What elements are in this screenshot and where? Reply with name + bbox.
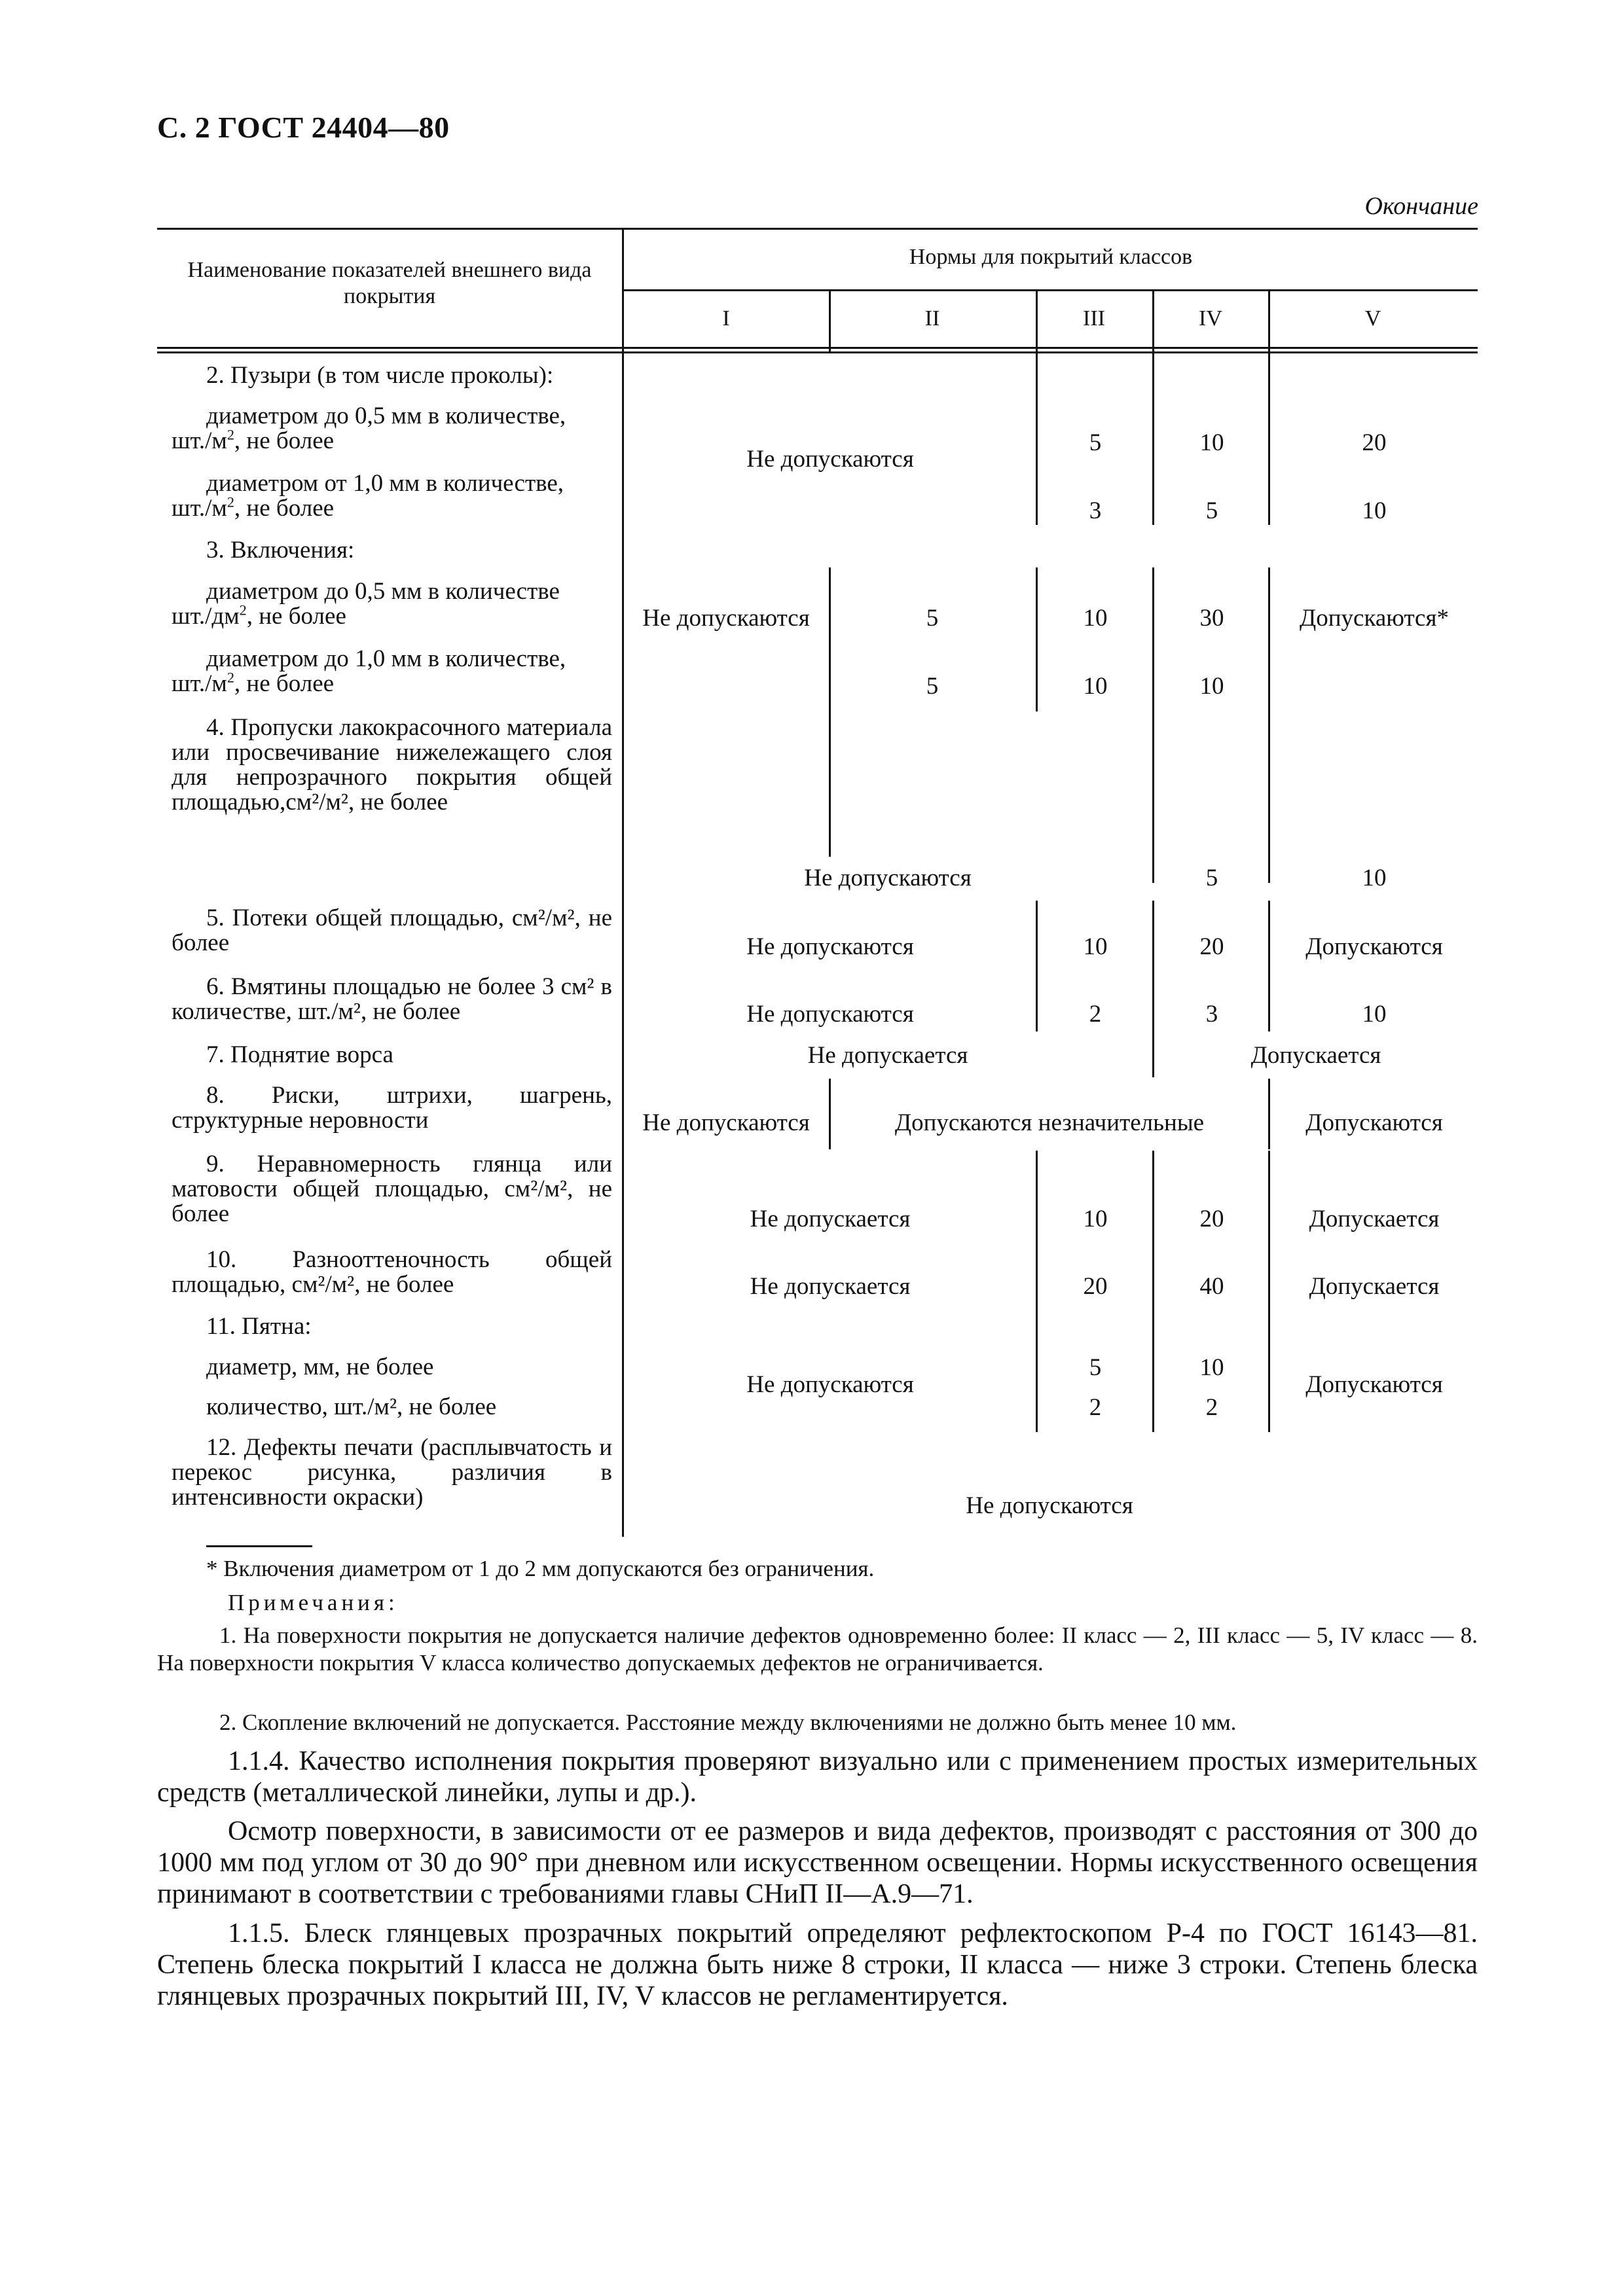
vline-r3-II-III <box>1036 567 1038 711</box>
header-divider <box>624 289 1478 291</box>
row-3-title: 3. Включения: <box>206 537 355 564</box>
row-9-V: Допускается <box>1309 1206 1440 1232</box>
paragraph-1-1-4: 1.1.4. Качество исполнения покрытия проверяют визуально или с применением простых измерительных средств (металлической линейки, лупы и др.). <box>157 1746 1478 1808</box>
row-8-II-IV: Допускаются незначительные <box>894 1109 1205 1136</box>
row-3b-III: 10 <box>1083 673 1108 700</box>
class-header-I: I <box>722 306 730 331</box>
col-divider-IV-V-head <box>1268 289 1270 351</box>
note-1: 1. На поверхности покрытия не допускается наличие дефектов одновременно более: II класс — 2, III класс — 5, IV класс — 8. На поверхности покрытия V класса количество допускаемых дефектов не ограничивается. <box>157 1623 1478 1676</box>
row-3a-IV: 30 <box>1199 605 1224 632</box>
col-divider-main <box>622 228 624 1537</box>
col-name-header: Наименование показателей внешнего вида покрытия <box>187 258 592 308</box>
row-2b-label-line1: диаметром от 1,0 мм в количестве, <box>206 470 564 497</box>
row-9-I-II: Не допускается <box>750 1206 911 1232</box>
vline-r4-IV-V <box>1268 857 1270 883</box>
row-9-label: 9. Неравномерность глянца или матовости общей площадью, см²/м², не более <box>172 1151 612 1227</box>
row-3-I: Не допускаются <box>642 605 810 632</box>
vline-r3-IV-V <box>1268 567 1270 857</box>
row-3b-unit-suffix: , не более <box>234 670 335 697</box>
vline-r2-II-III <box>1036 353 1038 525</box>
row-2a-unit-suffix: , не более <box>234 427 335 454</box>
row-6-label: 6. Вмятины площадью не более 3 см² в количестве, шт./м², не более <box>172 973 612 1025</box>
row-2b-III: 3 <box>1089 497 1102 524</box>
class-header-V: V <box>1364 306 1381 331</box>
vline-r5-III-IV <box>1152 901 1154 1077</box>
row-5-I-II: Не допускаются <box>746 933 914 960</box>
row-6-IV: 3 <box>1205 1001 1218 1028</box>
row-2a-unit: шт./м <box>172 427 227 454</box>
row-11-title: 11. Пятна: <box>206 1313 312 1340</box>
row-3-V: Допускаются* <box>1299 605 1450 632</box>
class-header-II: II <box>924 306 940 331</box>
row-3b-II: 5 <box>926 673 939 700</box>
row-3a-label-line1: диаметром до 0,5 мм в количестве <box>206 578 560 605</box>
vline-r9-III-IV <box>1152 1151 1154 1432</box>
row-2a-III: 5 <box>1089 429 1102 456</box>
vline-r3-III-IV <box>1152 567 1154 857</box>
row-4-V: 10 <box>1362 865 1387 891</box>
table-top-border <box>157 228 1478 230</box>
row-6-I-II: Не допускаются <box>746 1001 914 1028</box>
col-divider-II-III-head <box>1036 289 1038 351</box>
row-5-label: 5. Потеки общей площадью, см²/м², не более <box>172 905 612 956</box>
row-7-IV-V: Допускается <box>1250 1042 1381 1069</box>
row-3b-label-line1: диаметром до 1,0 мм в количестве, <box>206 645 566 672</box>
row-2-I-II: Не допускаются <box>746 446 914 473</box>
row-12-all: Не допускаются <box>966 1492 1133 1519</box>
row-11a-label: диаметр, мм, не более <box>206 1354 434 1380</box>
vline-r9-IV-V <box>1268 1151 1270 1432</box>
paragraph-inspection: Осмотр поверхности, в зависимости от ее размеров и вида дефектов, производят с расстояния от 300 до 1000 мм под углом от 30 до 90° при дневном или искусственном освещении. Нормы искусственного освещения принимают в соответствии с требованиями главы СНиП II—А.9—71. <box>157 1816 1478 1909</box>
row-8-label: 8. Риски, штрихи, шагрень, структурные неровности <box>172 1082 612 1134</box>
row-9-IV: 20 <box>1199 1206 1224 1232</box>
vline-r4-III-IV <box>1152 857 1154 883</box>
row-9-III: 10 <box>1083 1206 1108 1232</box>
vline-r5-II-III <box>1036 901 1038 1031</box>
row-11b-III: 2 <box>1089 1394 1102 1421</box>
row-7-I-III: Не допускается <box>807 1042 968 1069</box>
vline-r2-IV-V <box>1268 353 1270 525</box>
row-2a-V: 20 <box>1362 429 1387 456</box>
col-divider-I-II-head <box>829 289 831 351</box>
paragraph-1-1-5: 1.1.5. Блеск глянцевых прозрачных покрытий определяют рефлектоскопом Р-4 по ГОСТ 16143—81. Степень блеска покрытий I класса не должна быть ниже 8 строки, II класса — ниже 3 строки. Степень блеска глянцевых прозрачных покрытий III, IV, V классов не регламентируется. <box>157 1918 1478 2011</box>
row-3b-label-line2: $шт./м^2$, не более <box>172 669 335 697</box>
row-7-label: 7. Поднятие ворса <box>206 1041 393 1068</box>
row-2b-label-line2: $шт./м^2$, не более <box>172 493 335 522</box>
row-2a-label-line2: $шт./м^2$, не более <box>172 426 335 454</box>
row-6-III: 2 <box>1089 1001 1102 1028</box>
row-4-IV: 5 <box>1205 865 1218 891</box>
row-2b-unit-suffix: , не более <box>234 495 335 522</box>
row-3a-label-line2: $шт./дм^2$, не более <box>172 601 346 630</box>
row-3a-II: 5 <box>926 605 939 632</box>
row-3a-III: 10 <box>1083 605 1108 632</box>
note-2: 2. Скопление включений не допускается. Расстояние между включениями не должно быть менее 10 мм. <box>219 1710 1237 1735</box>
class-header-IV: IV <box>1199 306 1222 331</box>
continuation-label: Окончание <box>1364 192 1478 220</box>
row-10-V: Допускается <box>1309 1273 1440 1300</box>
vline-r3-I-II <box>829 567 831 857</box>
row-3b-unit: шт./м <box>172 670 227 697</box>
row-2a-label-line1: диаметром до 0,5 мм в количестве, <box>206 403 566 429</box>
row-3a-unit-suffix: , не более <box>246 603 346 630</box>
row-10-IV: 40 <box>1199 1273 1224 1300</box>
row-5-III: 10 <box>1083 933 1108 960</box>
vline-r9-II-III <box>1036 1151 1038 1432</box>
row-3b-IV: 10 <box>1199 673 1224 700</box>
row-4-I-III: Не допускаются <box>804 865 972 891</box>
row-5-V: Допускаются <box>1305 933 1443 960</box>
col-divider-III-IV-head <box>1152 289 1154 351</box>
page-header: С. 2 ГОСТ 24404—80 <box>157 111 450 144</box>
row-11b-label: количество, шт./м², не более <box>206 1393 497 1420</box>
row-6-V: 10 <box>1362 1001 1387 1028</box>
row-2b-unit: шт./м <box>172 495 227 522</box>
row-11-V: Допускаются <box>1305 1371 1443 1398</box>
row-8-I: Не допускаются <box>642 1109 810 1136</box>
footnote: * Включения диаметром от 1 до 2 мм допускаются без ограничения. <box>206 1556 875 1581</box>
row-11a-IV: 10 <box>1199 1354 1224 1381</box>
vline-r5-IV-V <box>1268 901 1270 1031</box>
vline-r8-IV-V <box>1268 1079 1270 1149</box>
row-12-label: 12. Дефекты печати (расплывчатость и перекос рисунка, различия в интенсивности окраски) <box>172 1434 612 1511</box>
row-2-title: 2. Пузыри (в том числе проколы): <box>206 362 554 389</box>
class-header-III: III <box>1083 306 1105 331</box>
header-bottom-border-double <box>157 351 1478 353</box>
footnote-rule <box>206 1545 312 1547</box>
row-3a-unit: шт./дм <box>172 603 240 630</box>
row-10-I-II: Не допускается <box>750 1273 911 1300</box>
row-10-label: 10. Разнооттеночность общей площадью, см²/м², не более <box>172 1246 612 1298</box>
row-11a-III: 5 <box>1089 1354 1102 1381</box>
row-8-V: Допускаются <box>1305 1109 1443 1136</box>
row-10-III: 20 <box>1083 1273 1108 1300</box>
notes-title: Примечания: <box>228 1590 399 1615</box>
row-11b-IV: 2 <box>1205 1394 1218 1421</box>
row-2b-V: 10 <box>1362 497 1387 524</box>
row-11-I-II: Не допускаются <box>746 1371 914 1398</box>
row-5-IV: 20 <box>1199 933 1224 960</box>
row-2b-IV: 5 <box>1205 497 1218 524</box>
vline-r2-III-IV <box>1152 353 1154 525</box>
vline-r8-I-II <box>829 1079 831 1149</box>
row-4-label: 4. Пропуски лакокрасочного материала или просвечивание нижележащего слоя для непрозрачного покрытия общей площадью,см²/м², не более <box>172 714 612 816</box>
row-2a-IV: 10 <box>1199 429 1224 456</box>
norms-header: Нормы для покрытий классов <box>909 245 1193 269</box>
header-bottom-border <box>157 347 1478 349</box>
